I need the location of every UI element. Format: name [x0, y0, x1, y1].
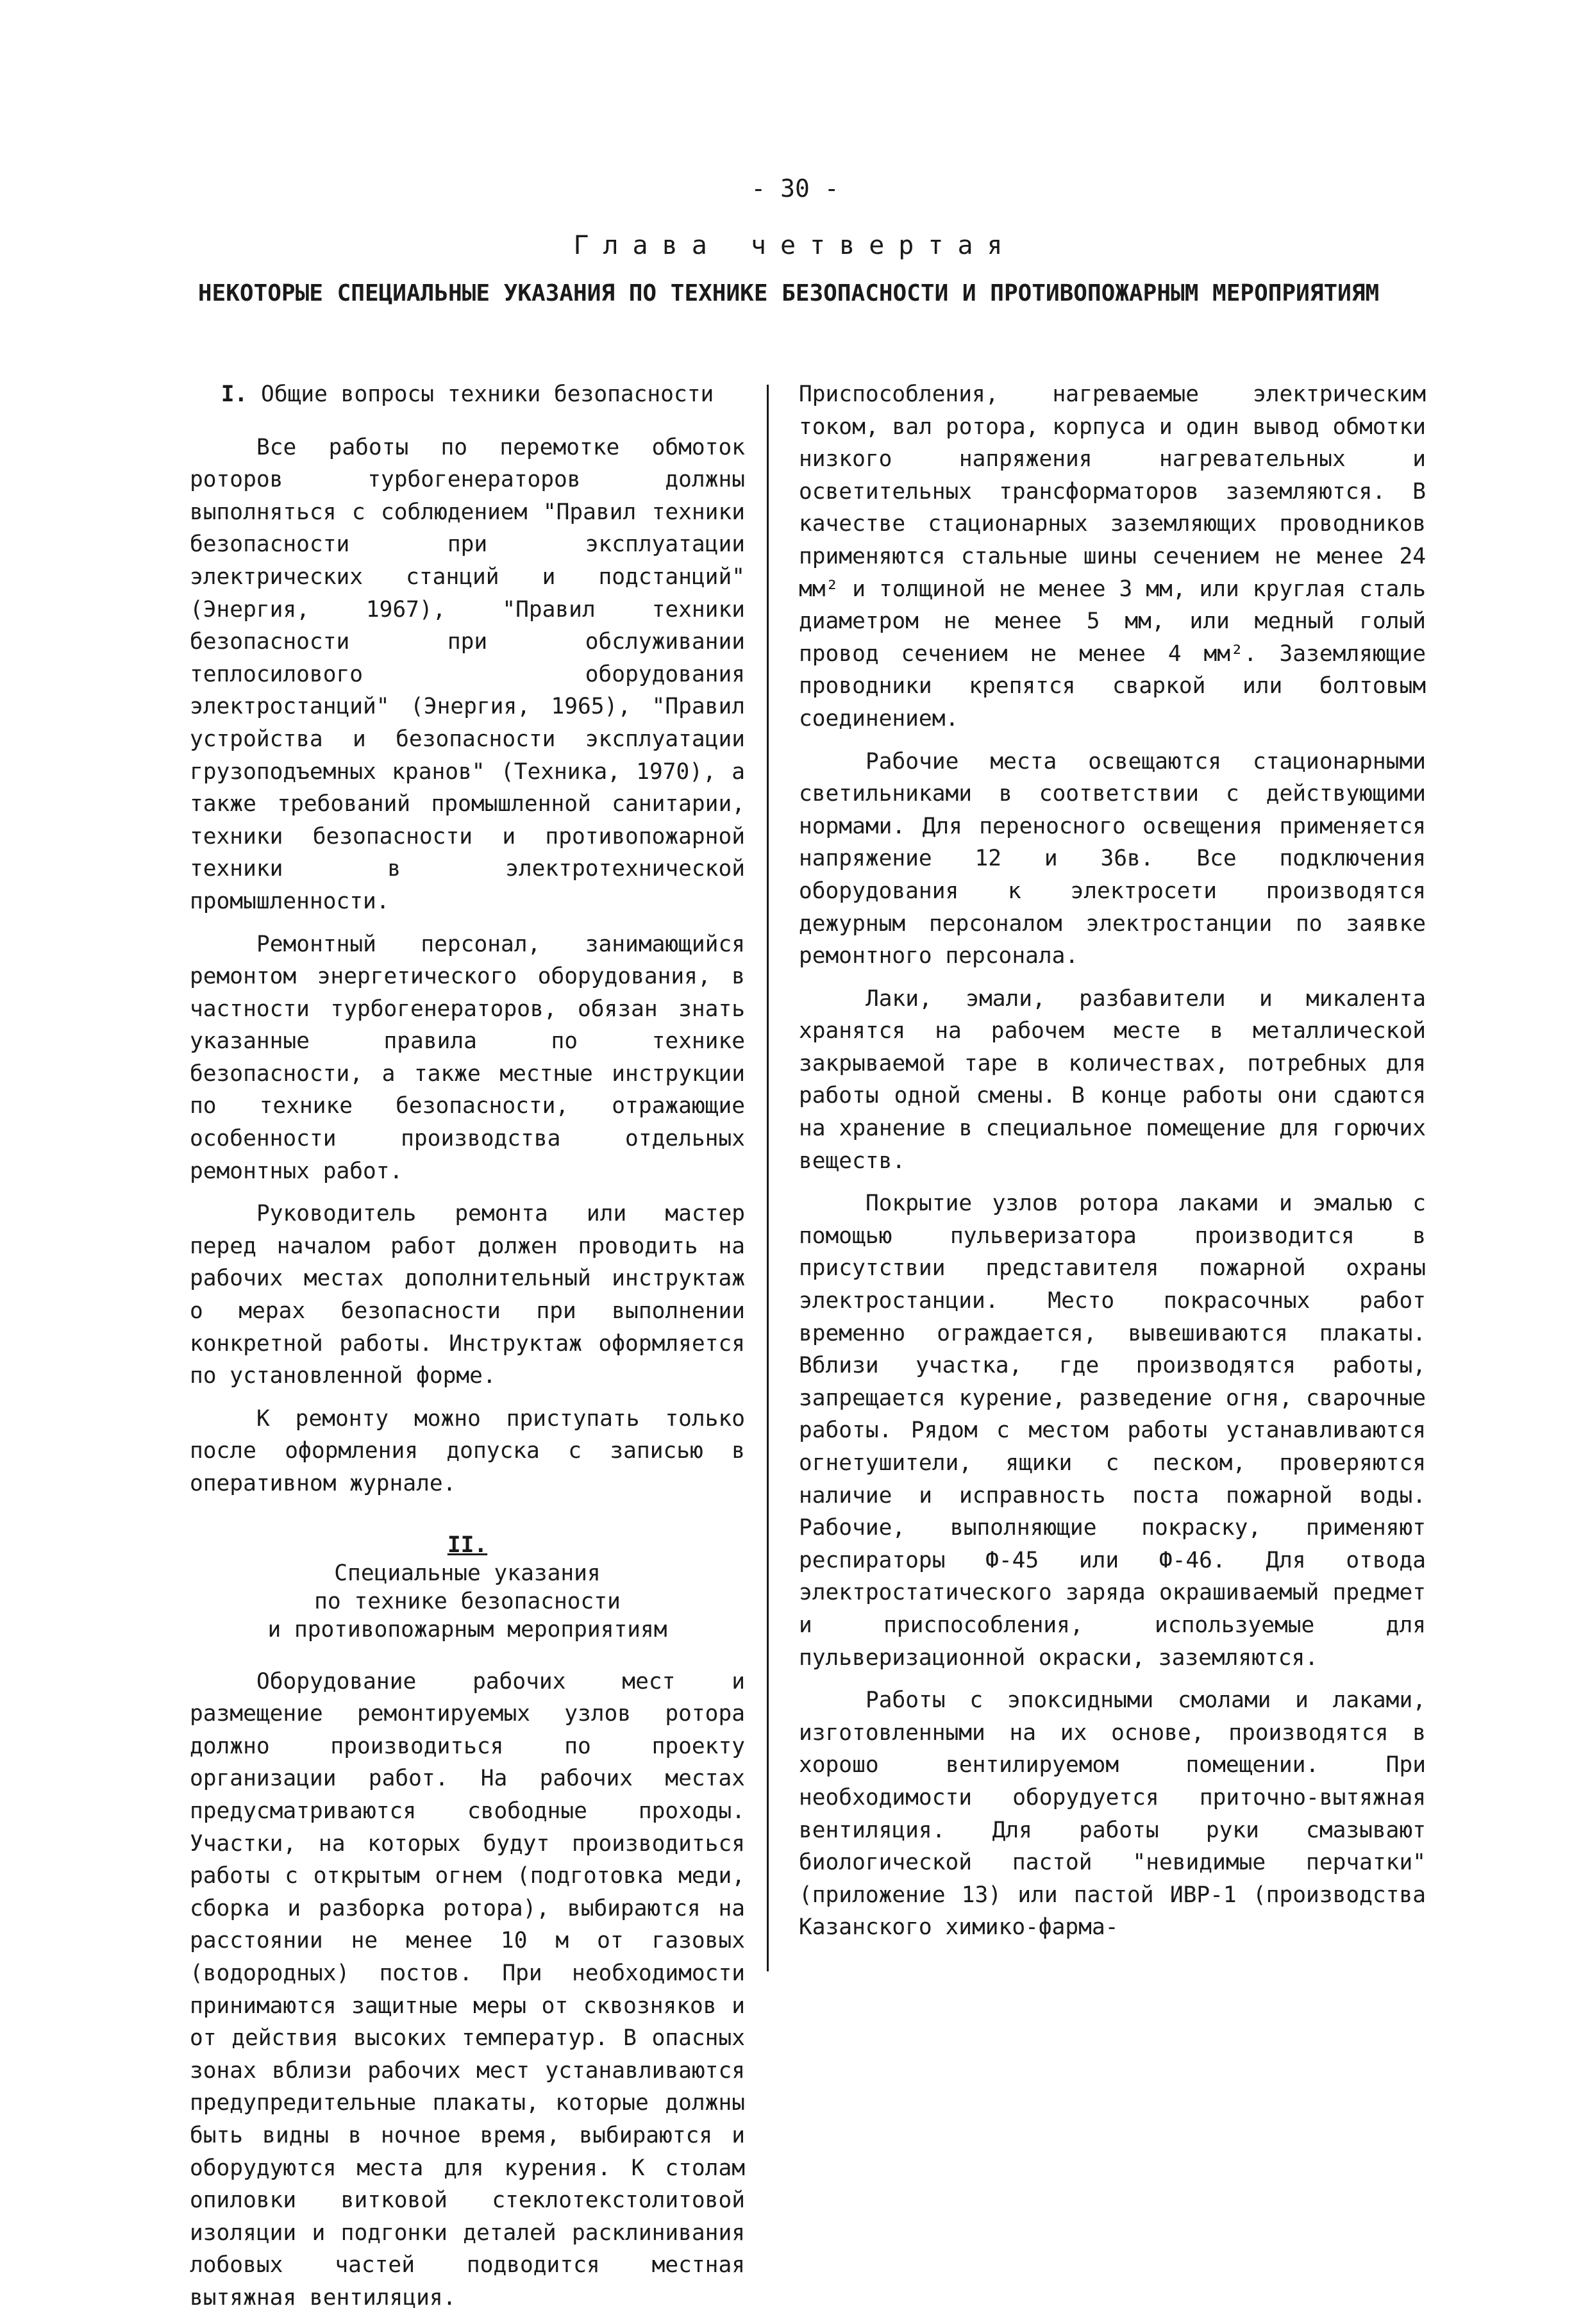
section-2-paragraph-continued: Приспособления, нагреваемые электрическим током, вал ротора, корпуса и один вывод обмотки низкого напряжения нагревательных и осветительных трансформаторов заземляются. В качестве стационарных заземляющих проводников применяются стальные шины сечением не менее 24 мм² и толщиной не менее 3 мм, или круглая сталь диаметром не менее 5 мм, или медный голый провод сечением не менее 4 мм². Заземляющие проводники крепятся сваркой или болтовым соединением.	[799, 381, 1426, 731]
left-column	[190, 378, 745, 2324]
section-1-paragraph: Руководитель ремонта или мастер перед началом работ должен проводить на рабочих местах дополнительный инструктаж о мерах безопасности при выполнении конкретной работы. Инструктаж оформляется по установленной форме.	[190, 1201, 745, 1389]
section-2-number: II.	[447, 1532, 488, 1558]
section-2-title-line-1	[190, 1531, 745, 1587]
section-2-title-text-1: Специальные указания	[334, 1560, 601, 1586]
section-2-title-line-2: по технике безопасности	[314, 1588, 621, 1614]
section-1-number: I.	[221, 381, 248, 407]
section-2-heading	[190, 1531, 745, 1644]
section-1-paragraph: К ремонту можно приступать только после оформления допуска с записью в оперативном журнале.	[190, 1405, 745, 1496]
section-1-paragraph: Все работы по перемотке обмоток роторов турбогенераторов должны выполняться с соблюдением "Правил техники безопасности при эксплуатации электрических станций и подстанций" (Энергия, 1967), "Правил техники безопасности при обслуживании теплосилового оборудования электростанций" (Энергия, 1965), "Правил устройства и безопасности эксплуатации грузоподъемных кранов" (Техника, 1970), а также требований промышленной санитарии, техники безопасности и противопожарной техники в электротехнической промышленности.	[190, 434, 745, 914]
section-2-paragraph: Лаки, эмали, разбавители и микалента хранятся на рабочем месте в металлической закрываемой таре в количествах, потребных для работы одной смены. В конце работы они сдаются на хранение в специальное помещение для горючих веществ.	[799, 985, 1426, 1174]
page-number: - 30 -	[751, 174, 839, 203]
section-1-heading	[190, 378, 745, 411]
chapter-title: НЕКОТОРЫЕ СПЕЦИАЛЬНЫЕ УКАЗАНИЯ ПО ТЕХНИКЕ БЕЗОПАСНОСТИ И ПРОТИВОПОЖАРНЫМ МЕРОПРИЯТИЯМ	[197, 280, 1380, 306]
chapter-label: Глава четвертая	[573, 231, 1017, 260]
section-2-title-line-3: и противопожарным мероприятиям	[267, 1616, 667, 1643]
column-divider	[767, 385, 769, 1971]
right-column	[799, 378, 1426, 1954]
section-1-paragraph: Ремонтный персонал, занимающийся ремонтом энергетического оборудования, в частности турбогенераторов, обязан знать указанные правила по технике безопасности, а также местные инструкции по технике безопасности, отражающие особенности производства отдельных ремонтных работ.	[190, 931, 745, 1184]
section-2-paragraph: Рабочие места освещаются стационарными светильниками в соответствии с действующими нормами. Для переносного освещения применяется напряжение 12 и 36в. Все подключения оборудования к электросети производятся дежурным персоналом электростанции по заявке ремонтного персонала.	[799, 748, 1426, 969]
section-2-paragraph: Покрытие узлов ротора лаками и эмалью с помощью пульверизатора производится в присутствии представителя пожарной охраны электростанции. Место покрасочных работ временно ограждается, вывешиваются плакаты. Вблизи участка, где производятся работы, запрещается курение, разведение огня, сварочные работы. Рядом с местом работы устанавливаются огнетушители, ящики с песком, проверяются наличие и исправность поста пожарной воды. Рабочие, выполняющие покраску, применяют респираторы Ф-45 или Ф-46. Для отвода электростатического заряда окрашиваемый предмет и приспособления, используемые для пульверизационной окраски, заземляются.	[799, 1191, 1426, 1671]
section-1-title: Общие вопросы техники безопасности	[261, 381, 714, 407]
section-2-paragraph: Работы с эпоксидными смолами и лаками, изготовленными на их основе, производятся в хорошо вентилируемом помещении. При необходимости оборудуется приточно-вытяжная вентиляция. Для работы руки смазывают биологической пастой "невидимые перчатки" (приложение 13) или пастой ИВР-1 (производства Казанского химико-фарма-	[799, 1687, 1426, 1941]
section-2-paragraph: Оборудование рабочих мест и размещение ремонтируемых узлов ротора должно производиться по проекту организации работ. На рабочих местах предусматриваются свободные проходы. Участки, на которых будут производиться работы с открытым огнем (подготовка меди, сборка и разборка ротора), выбираются на расстоянии не менее 10 м от газовых (водородных) постов. При необходимости принимаются защитные меры от сквозняков и от действия высоких температур. В опасных зонах вблизи рабочих мест устанавливаются предупредительные плакаты, которые должны быть видны в ночное время, выбираются и оборудуются места для курения. К столам опиловки витковой стеклотекстолитовой изоляции и подгонки деталей расклинивания лобовых частей подводится местная вытяжная вентиляция.	[190, 1668, 745, 2311]
